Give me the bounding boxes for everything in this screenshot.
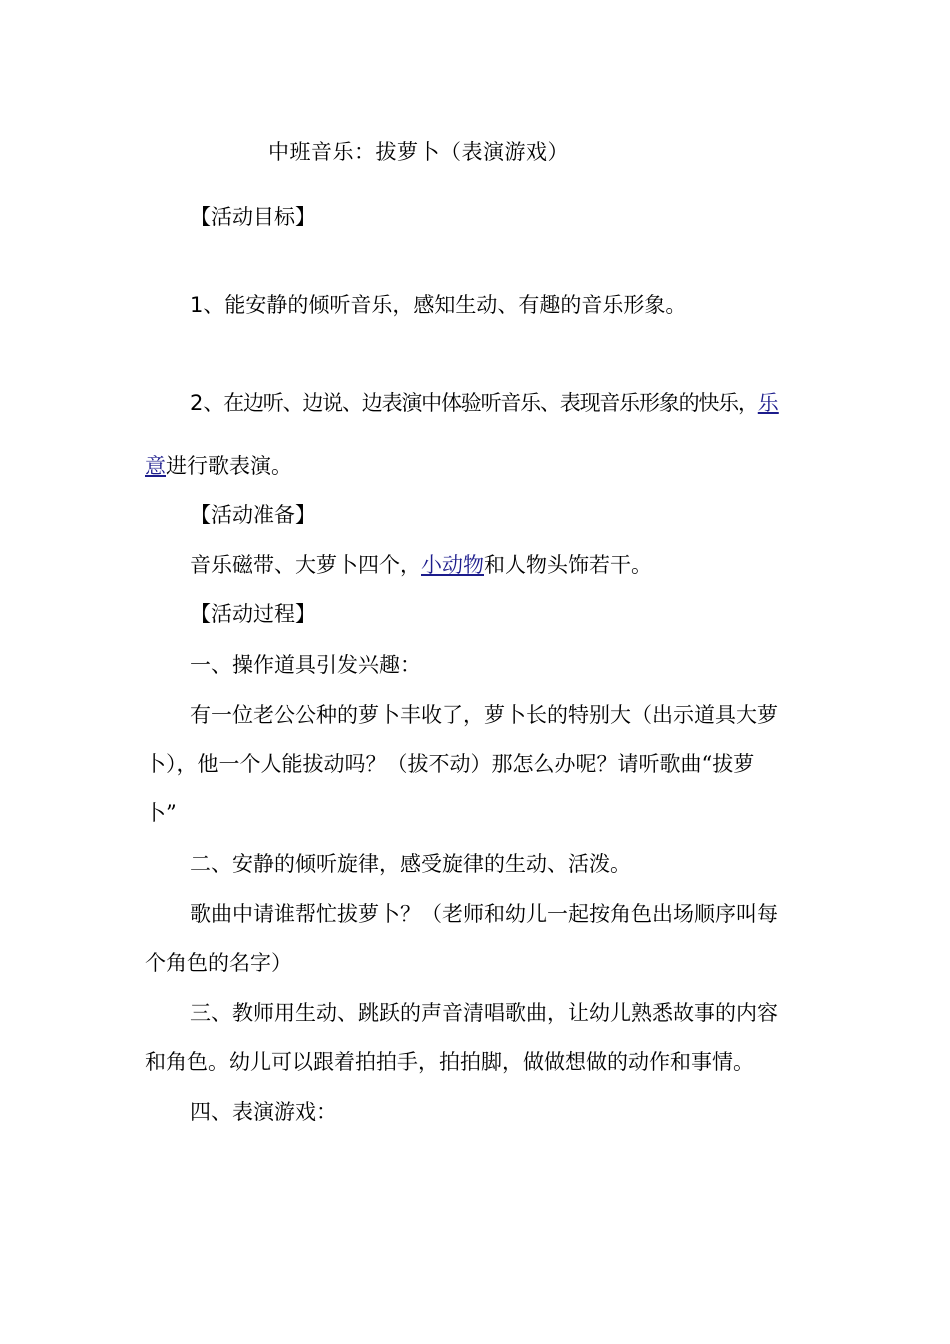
step2-paragraph-line2: 个角色的名字）	[145, 951, 292, 975]
step1-paragraph-line1: 有一位老公公种的萝卜丰收了，萝卜长的特别大（出示道具大萝	[190, 703, 778, 727]
goal-text-1: 、能安静的倾听音乐，感知生动、有趣的音乐形象。	[203, 293, 687, 317]
goal-number-1: 1	[190, 293, 204, 317]
link-leyi-part1[interactable]: 乐	[757, 391, 779, 415]
goal-item-1	[190, 290, 686, 320]
goal-item-2	[190, 388, 779, 418]
link-small-animals[interactable]: 小动物	[421, 553, 484, 577]
section-heading-process: 【活动过程】	[190, 602, 316, 626]
goal-text-2-tail: 进行歌表演。	[166, 454, 292, 478]
step4-title: 四、表演游戏：	[190, 1100, 337, 1124]
section-heading-goals: 【活动目标】	[190, 205, 316, 229]
goal-number-2: 2	[190, 391, 204, 415]
step2-paragraph-line1: 歌曲中请谁帮忙拔萝卜？（老师和幼儿一起按角色出场顺序叫每	[190, 902, 778, 926]
prep-text	[190, 550, 652, 580]
link-leyi-part2[interactable]: 意	[145, 454, 166, 478]
goal-text-2: 、在边听、边说、边表演中体验听音乐、表现音乐形象的快乐，	[203, 391, 758, 415]
page-title: 中班音乐：拔萝卜（表演游戏）	[268, 140, 569, 164]
prep-text-a: 音乐磁带、大萝卜四个，	[190, 553, 421, 577]
prep-text-b: 和人物头饰若干。	[484, 553, 652, 577]
step1-title: 一、操作道具引发兴趣：	[190, 653, 421, 677]
goal-item-2-continued	[145, 451, 292, 481]
step1-paragraph-line2: 卜），他一个人能拔动吗？（拔不动）那怎么办呢？请听歌曲“拔萝	[145, 752, 755, 776]
section-heading-prep: 【活动准备】	[190, 503, 316, 527]
step2-title: 二、安静的倾听旋律，感受旋律的生动、活泼。	[190, 852, 631, 876]
step1-paragraph-line3: 卜”	[145, 801, 177, 825]
step3-paragraph-line2: 和角色。幼儿可以跟着拍拍手，拍拍脚，做做想做的动作和事情。	[145, 1050, 754, 1074]
step3-paragraph-line1: 三、教师用生动、跳跃的声音清唱歌曲，让幼儿熟悉故事的内容	[190, 1001, 778, 1025]
